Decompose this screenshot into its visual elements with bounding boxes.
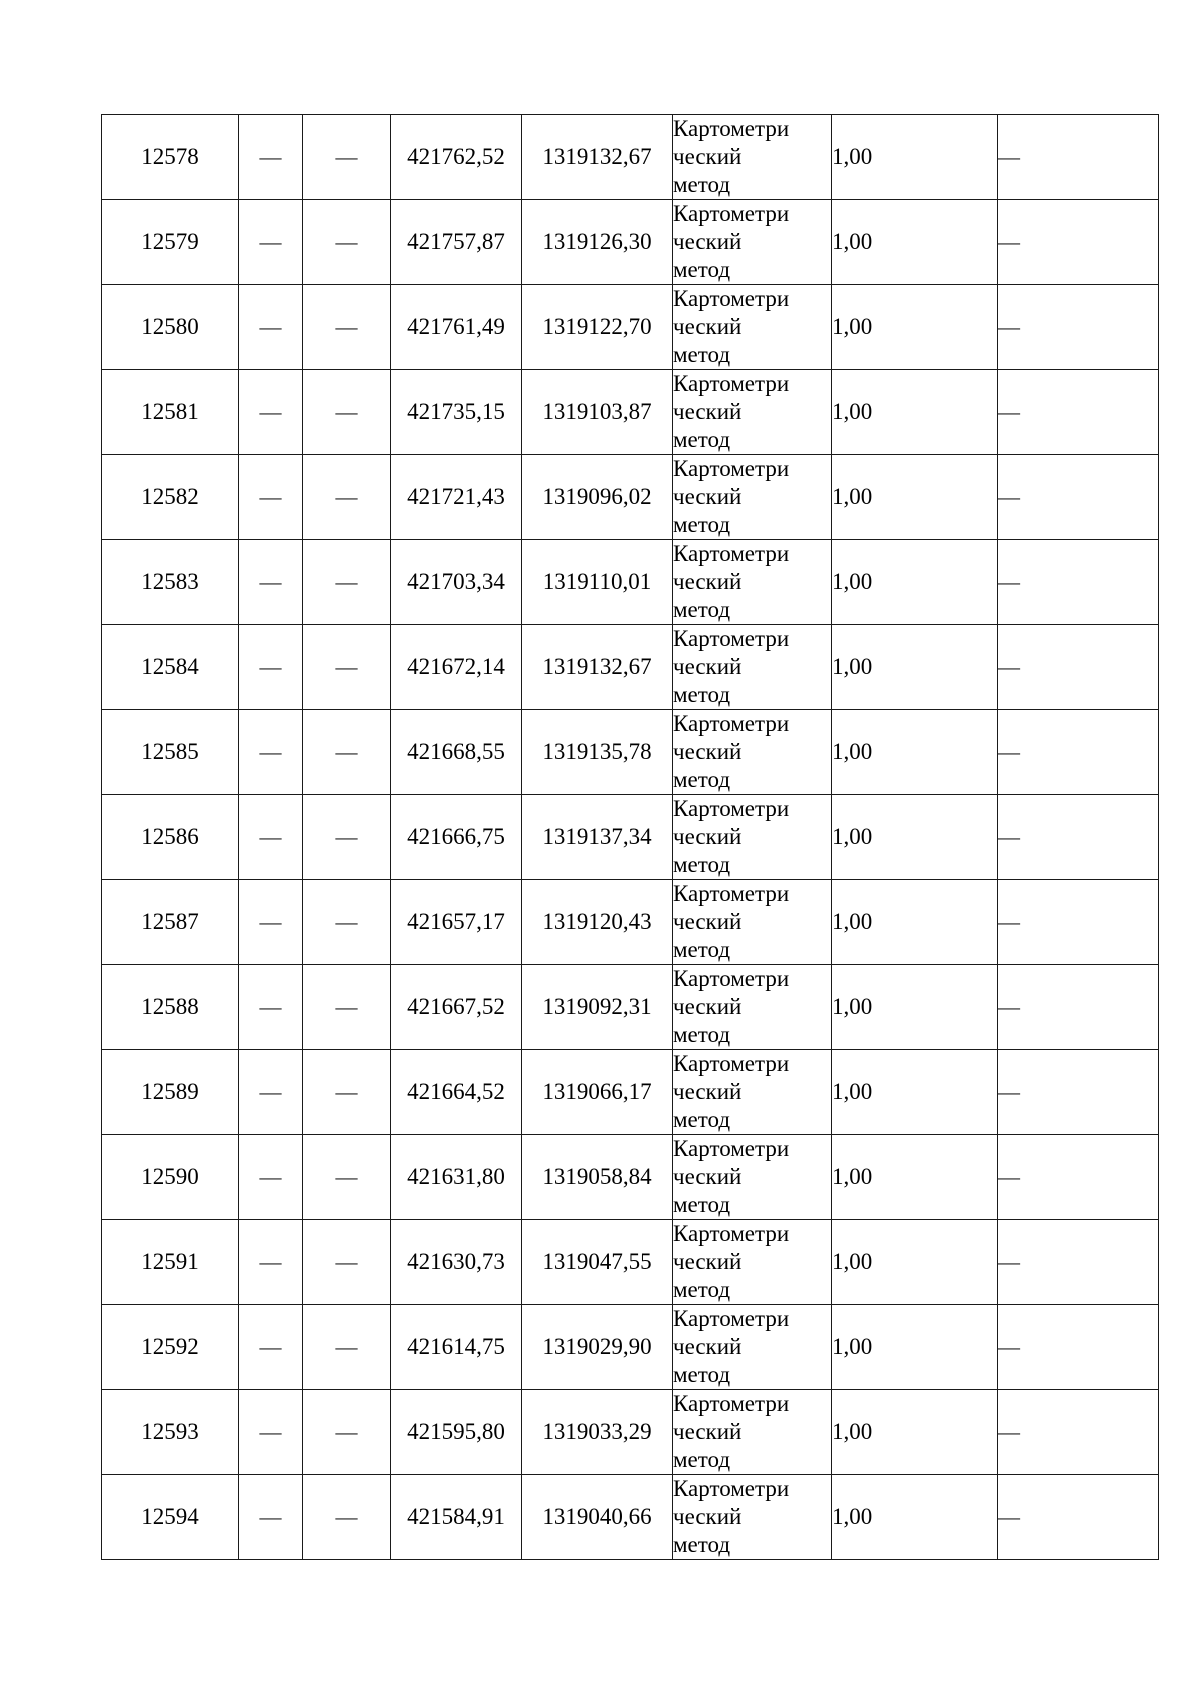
empty-dash-cell	[239, 965, 303, 1050]
point-number-cell: 12594	[102, 1475, 239, 1560]
method-cell	[673, 880, 832, 965]
y-coordinate-cell: 1319120,43	[522, 880, 673, 965]
method-line: ческий	[673, 314, 742, 339]
method-line: ческий	[673, 994, 742, 1019]
dash-text: —	[259, 1249, 282, 1274]
point-number-cell: 12580	[102, 285, 239, 370]
dash-text: —	[998, 484, 1020, 509]
method-line: ческий	[673, 1419, 742, 1444]
y-coordinate-cell: 1319122,70	[522, 285, 673, 370]
x-coordinate-cell: 421703,34	[391, 540, 522, 625]
y-coordinate-cell: 1319132,67	[522, 115, 673, 200]
empty-dash-cell	[303, 965, 391, 1050]
empty-dash-cell	[998, 795, 1159, 880]
dash-text: —	[259, 909, 282, 934]
empty-dash-cell	[239, 625, 303, 710]
empty-dash-cell	[998, 200, 1159, 285]
method-line: Картометри	[673, 1391, 790, 1416]
precision-cell: 1,00	[832, 625, 998, 710]
dash-text: —	[998, 909, 1020, 934]
x-coordinate-cell: 421614,75	[391, 1305, 522, 1390]
method-line: Картометри	[673, 1476, 790, 1501]
empty-dash-cell	[998, 285, 1159, 370]
empty-dash-cell	[239, 200, 303, 285]
dash-text: —	[998, 1249, 1020, 1274]
method-cell	[673, 285, 832, 370]
method-line: ческий	[673, 1164, 742, 1189]
dash-text: —	[335, 824, 358, 849]
y-coordinate-cell: 1319096,02	[522, 455, 673, 540]
empty-dash-cell	[303, 795, 391, 880]
y-coordinate-cell: 1319110,01	[522, 540, 673, 625]
empty-dash-cell	[303, 1475, 391, 1560]
method-cell	[673, 115, 832, 200]
dash-text: —	[259, 739, 282, 764]
dash-text: —	[998, 1334, 1020, 1359]
method-line: Картометри	[673, 1136, 790, 1161]
method-cell	[673, 1475, 832, 1560]
y-coordinate-cell: 1319033,29	[522, 1390, 673, 1475]
method-line: метод	[673, 1362, 731, 1387]
dash-text: —	[998, 399, 1020, 424]
dash-text: —	[335, 1079, 358, 1104]
method-line: ческий	[673, 1504, 742, 1529]
method-line: метод	[673, 937, 731, 962]
dash-text: —	[998, 144, 1020, 169]
table-row	[102, 200, 1159, 285]
method-cell	[673, 795, 832, 880]
method-line: метод	[673, 852, 731, 877]
method-line: метод	[673, 257, 731, 282]
empty-dash-cell	[998, 1135, 1159, 1220]
method-line: ческий	[673, 484, 742, 509]
method-line: метод	[673, 172, 731, 197]
dash-text: —	[998, 739, 1020, 764]
x-coordinate-cell: 421735,15	[391, 370, 522, 455]
precision-cell: 1,00	[832, 285, 998, 370]
empty-dash-cell	[998, 710, 1159, 795]
point-number-cell: 12583	[102, 540, 239, 625]
dash-text: —	[998, 1164, 1020, 1189]
empty-dash-cell	[303, 1305, 391, 1390]
empty-dash-cell	[239, 285, 303, 370]
method-cell	[673, 710, 832, 795]
dash-text: —	[259, 1334, 282, 1359]
dash-text: —	[998, 1504, 1020, 1529]
dash-text: —	[259, 1164, 282, 1189]
point-number-cell: 12588	[102, 965, 239, 1050]
empty-dash-cell	[998, 1475, 1159, 1560]
empty-dash-cell	[303, 1050, 391, 1135]
precision-cell: 1,00	[832, 370, 998, 455]
y-coordinate-cell: 1319040,66	[522, 1475, 673, 1560]
empty-dash-cell	[998, 1305, 1159, 1390]
point-number-cell: 12586	[102, 795, 239, 880]
empty-dash-cell	[239, 540, 303, 625]
y-coordinate-cell: 1319103,87	[522, 370, 673, 455]
method-cell	[673, 455, 832, 540]
dash-text: —	[998, 1079, 1020, 1104]
x-coordinate-cell: 421630,73	[391, 1220, 522, 1305]
method-line: Картометри	[673, 286, 790, 311]
method-cell	[673, 965, 832, 1050]
table-row	[102, 1305, 1159, 1390]
empty-dash-cell	[239, 795, 303, 880]
table-row	[102, 710, 1159, 795]
dash-text: —	[335, 654, 358, 679]
empty-dash-cell	[303, 710, 391, 795]
method-line: метод	[673, 597, 731, 622]
precision-cell: 1,00	[832, 710, 998, 795]
empty-dash-cell	[239, 880, 303, 965]
y-coordinate-cell: 1319132,67	[522, 625, 673, 710]
method-line: Картометри	[673, 1306, 790, 1331]
y-coordinate-cell: 1319066,17	[522, 1050, 673, 1135]
method-cell	[673, 200, 832, 285]
method-line: метод	[673, 1277, 731, 1302]
precision-cell: 1,00	[832, 1135, 998, 1220]
point-number-cell: 12579	[102, 200, 239, 285]
method-line: Картометри	[673, 456, 790, 481]
dash-text: —	[998, 229, 1020, 254]
x-coordinate-cell: 421667,52	[391, 965, 522, 1050]
method-cell	[673, 370, 832, 455]
dash-text: —	[998, 994, 1020, 1019]
method-line: Картометри	[673, 966, 790, 991]
dash-text: —	[335, 569, 358, 594]
point-number-cell: 12593	[102, 1390, 239, 1475]
dash-text: —	[335, 399, 358, 424]
x-coordinate-cell: 421761,49	[391, 285, 522, 370]
method-line: ческий	[673, 1079, 742, 1104]
dash-text: —	[259, 1419, 282, 1444]
table-row	[102, 1220, 1159, 1305]
empty-dash-cell	[998, 880, 1159, 965]
method-line: ческий	[673, 1249, 742, 1274]
precision-cell: 1,00	[832, 1220, 998, 1305]
x-coordinate-cell: 421666,75	[391, 795, 522, 880]
y-coordinate-cell: 1319029,90	[522, 1305, 673, 1390]
empty-dash-cell	[998, 1050, 1159, 1135]
empty-dash-cell	[239, 1220, 303, 1305]
method-line: метод	[673, 1447, 731, 1472]
dash-text: —	[335, 484, 358, 509]
x-coordinate-cell: 421657,17	[391, 880, 522, 965]
method-line: Картометри	[673, 796, 790, 821]
method-line: ческий	[673, 399, 742, 424]
method-line: метод	[673, 427, 731, 452]
dash-text: —	[335, 229, 358, 254]
method-line: метод	[673, 682, 731, 707]
y-coordinate-cell: 1319135,78	[522, 710, 673, 795]
method-line: метод	[673, 1532, 731, 1557]
method-line: ческий	[673, 654, 742, 679]
x-coordinate-cell: 421668,55	[391, 710, 522, 795]
table-row	[102, 795, 1159, 880]
method-line: ческий	[673, 144, 742, 169]
method-cell	[673, 1305, 832, 1390]
empty-dash-cell	[303, 455, 391, 540]
point-number-cell: 12582	[102, 455, 239, 540]
method-line: ческий	[673, 229, 742, 254]
empty-dash-cell	[303, 625, 391, 710]
y-coordinate-cell: 1319047,55	[522, 1220, 673, 1305]
dash-text: —	[335, 1164, 358, 1189]
y-coordinate-cell: 1319092,31	[522, 965, 673, 1050]
y-coordinate-cell: 1319126,30	[522, 200, 673, 285]
method-cell	[673, 1220, 832, 1305]
table-row	[102, 540, 1159, 625]
method-line: Картометри	[673, 371, 790, 396]
method-line: Картометри	[673, 201, 790, 226]
x-coordinate-cell: 421631,80	[391, 1135, 522, 1220]
point-number-cell: 12591	[102, 1220, 239, 1305]
dash-text: —	[335, 739, 358, 764]
dash-text: —	[998, 1419, 1020, 1444]
dash-text: —	[335, 1419, 358, 1444]
point-number-cell: 12592	[102, 1305, 239, 1390]
empty-dash-cell	[239, 455, 303, 540]
table-row	[102, 1050, 1159, 1135]
method-line: ческий	[673, 739, 742, 764]
dash-text: —	[335, 1334, 358, 1359]
method-line: ческий	[673, 824, 742, 849]
empty-dash-cell	[239, 710, 303, 795]
precision-cell: 1,00	[832, 1390, 998, 1475]
dash-text: —	[259, 314, 282, 339]
precision-cell: 1,00	[832, 455, 998, 540]
method-cell	[673, 625, 832, 710]
dash-text: —	[259, 994, 282, 1019]
method-cell	[673, 540, 832, 625]
table-row	[102, 965, 1159, 1050]
dash-text: —	[998, 569, 1020, 594]
point-number-cell: 12585	[102, 710, 239, 795]
table-row	[102, 880, 1159, 965]
table-row	[102, 625, 1159, 710]
empty-dash-cell	[303, 1390, 391, 1475]
empty-dash-cell	[998, 455, 1159, 540]
dash-text: —	[335, 144, 358, 169]
dash-text: —	[259, 399, 282, 424]
y-coordinate-cell: 1319058,84	[522, 1135, 673, 1220]
dash-text: —	[259, 654, 282, 679]
dash-text: —	[335, 1504, 358, 1529]
empty-dash-cell	[998, 115, 1159, 200]
precision-cell: 1,00	[832, 115, 998, 200]
dash-text: —	[259, 1079, 282, 1104]
empty-dash-cell	[239, 1305, 303, 1390]
method-line: Картометри	[673, 116, 790, 141]
x-coordinate-cell: 421664,52	[391, 1050, 522, 1135]
table-row	[102, 1135, 1159, 1220]
dash-text: —	[259, 484, 282, 509]
empty-dash-cell	[303, 370, 391, 455]
empty-dash-cell	[998, 1220, 1159, 1305]
dash-text: —	[259, 229, 282, 254]
method-line: Картометри	[673, 711, 790, 736]
dash-text: —	[335, 1249, 358, 1274]
method-line: метод	[673, 1192, 731, 1217]
method-cell	[673, 1390, 832, 1475]
point-number-cell: 12590	[102, 1135, 239, 1220]
x-coordinate-cell: 421721,43	[391, 455, 522, 540]
dash-text: —	[998, 654, 1020, 679]
dash-text: —	[335, 314, 358, 339]
point-number-cell: 12587	[102, 880, 239, 965]
point-number-cell: 12584	[102, 625, 239, 710]
method-cell	[673, 1135, 832, 1220]
method-line: Картометри	[673, 1051, 790, 1076]
dash-text: —	[259, 824, 282, 849]
empty-dash-cell	[998, 965, 1159, 1050]
y-coordinate-cell: 1319137,34	[522, 795, 673, 880]
coordinates-table	[101, 114, 1159, 1560]
method-line: ческий	[673, 1334, 742, 1359]
table-row	[102, 370, 1159, 455]
precision-cell: 1,00	[832, 200, 998, 285]
table-row	[102, 1390, 1159, 1475]
table-row	[102, 1475, 1159, 1560]
table-row	[102, 455, 1159, 540]
method-line: Картометри	[673, 1221, 790, 1246]
empty-dash-cell	[239, 370, 303, 455]
point-number-cell: 12589	[102, 1050, 239, 1135]
method-line: Картометри	[673, 881, 790, 906]
point-number-cell: 12578	[102, 115, 239, 200]
empty-dash-cell	[998, 540, 1159, 625]
empty-dash-cell	[303, 115, 391, 200]
precision-cell: 1,00	[832, 540, 998, 625]
method-line: ческий	[673, 909, 742, 934]
precision-cell: 1,00	[832, 965, 998, 1050]
table-row	[102, 285, 1159, 370]
dash-text: —	[259, 144, 282, 169]
dash-text: —	[998, 824, 1020, 849]
empty-dash-cell	[239, 1475, 303, 1560]
method-line: метод	[673, 1107, 731, 1132]
method-line: метод	[673, 512, 731, 537]
precision-cell: 1,00	[832, 1475, 998, 1560]
table-body	[102, 115, 1159, 1560]
method-line: Картометри	[673, 626, 790, 651]
dash-text: —	[259, 569, 282, 594]
empty-dash-cell	[303, 880, 391, 965]
empty-dash-cell	[998, 625, 1159, 710]
precision-cell: 1,00	[832, 880, 998, 965]
precision-cell: 1,00	[832, 1050, 998, 1135]
dash-text: —	[998, 314, 1020, 339]
precision-cell: 1,00	[832, 795, 998, 880]
dash-text: —	[259, 1504, 282, 1529]
dash-text: —	[335, 994, 358, 1019]
method-line: ческий	[673, 569, 742, 594]
empty-dash-cell	[303, 1135, 391, 1220]
precision-cell: 1,00	[832, 1305, 998, 1390]
empty-dash-cell	[303, 1220, 391, 1305]
method-line: метод	[673, 1022, 731, 1047]
x-coordinate-cell: 421672,14	[391, 625, 522, 710]
empty-dash-cell	[239, 1390, 303, 1475]
method-line: метод	[673, 342, 731, 367]
x-coordinate-cell: 421595,80	[391, 1390, 522, 1475]
empty-dash-cell	[303, 200, 391, 285]
dash-text: —	[335, 909, 358, 934]
x-coordinate-cell: 421762,52	[391, 115, 522, 200]
x-coordinate-cell: 421584,91	[391, 1475, 522, 1560]
empty-dash-cell	[998, 370, 1159, 455]
method-line: метод	[673, 767, 731, 792]
table-row	[102, 115, 1159, 200]
empty-dash-cell	[303, 285, 391, 370]
empty-dash-cell	[239, 115, 303, 200]
empty-dash-cell	[998, 1390, 1159, 1475]
point-number-cell: 12581	[102, 370, 239, 455]
method-line: Картометри	[673, 541, 790, 566]
empty-dash-cell	[239, 1050, 303, 1135]
empty-dash-cell	[239, 1135, 303, 1220]
empty-dash-cell	[303, 540, 391, 625]
x-coordinate-cell: 421757,87	[391, 200, 522, 285]
method-cell	[673, 1050, 832, 1135]
